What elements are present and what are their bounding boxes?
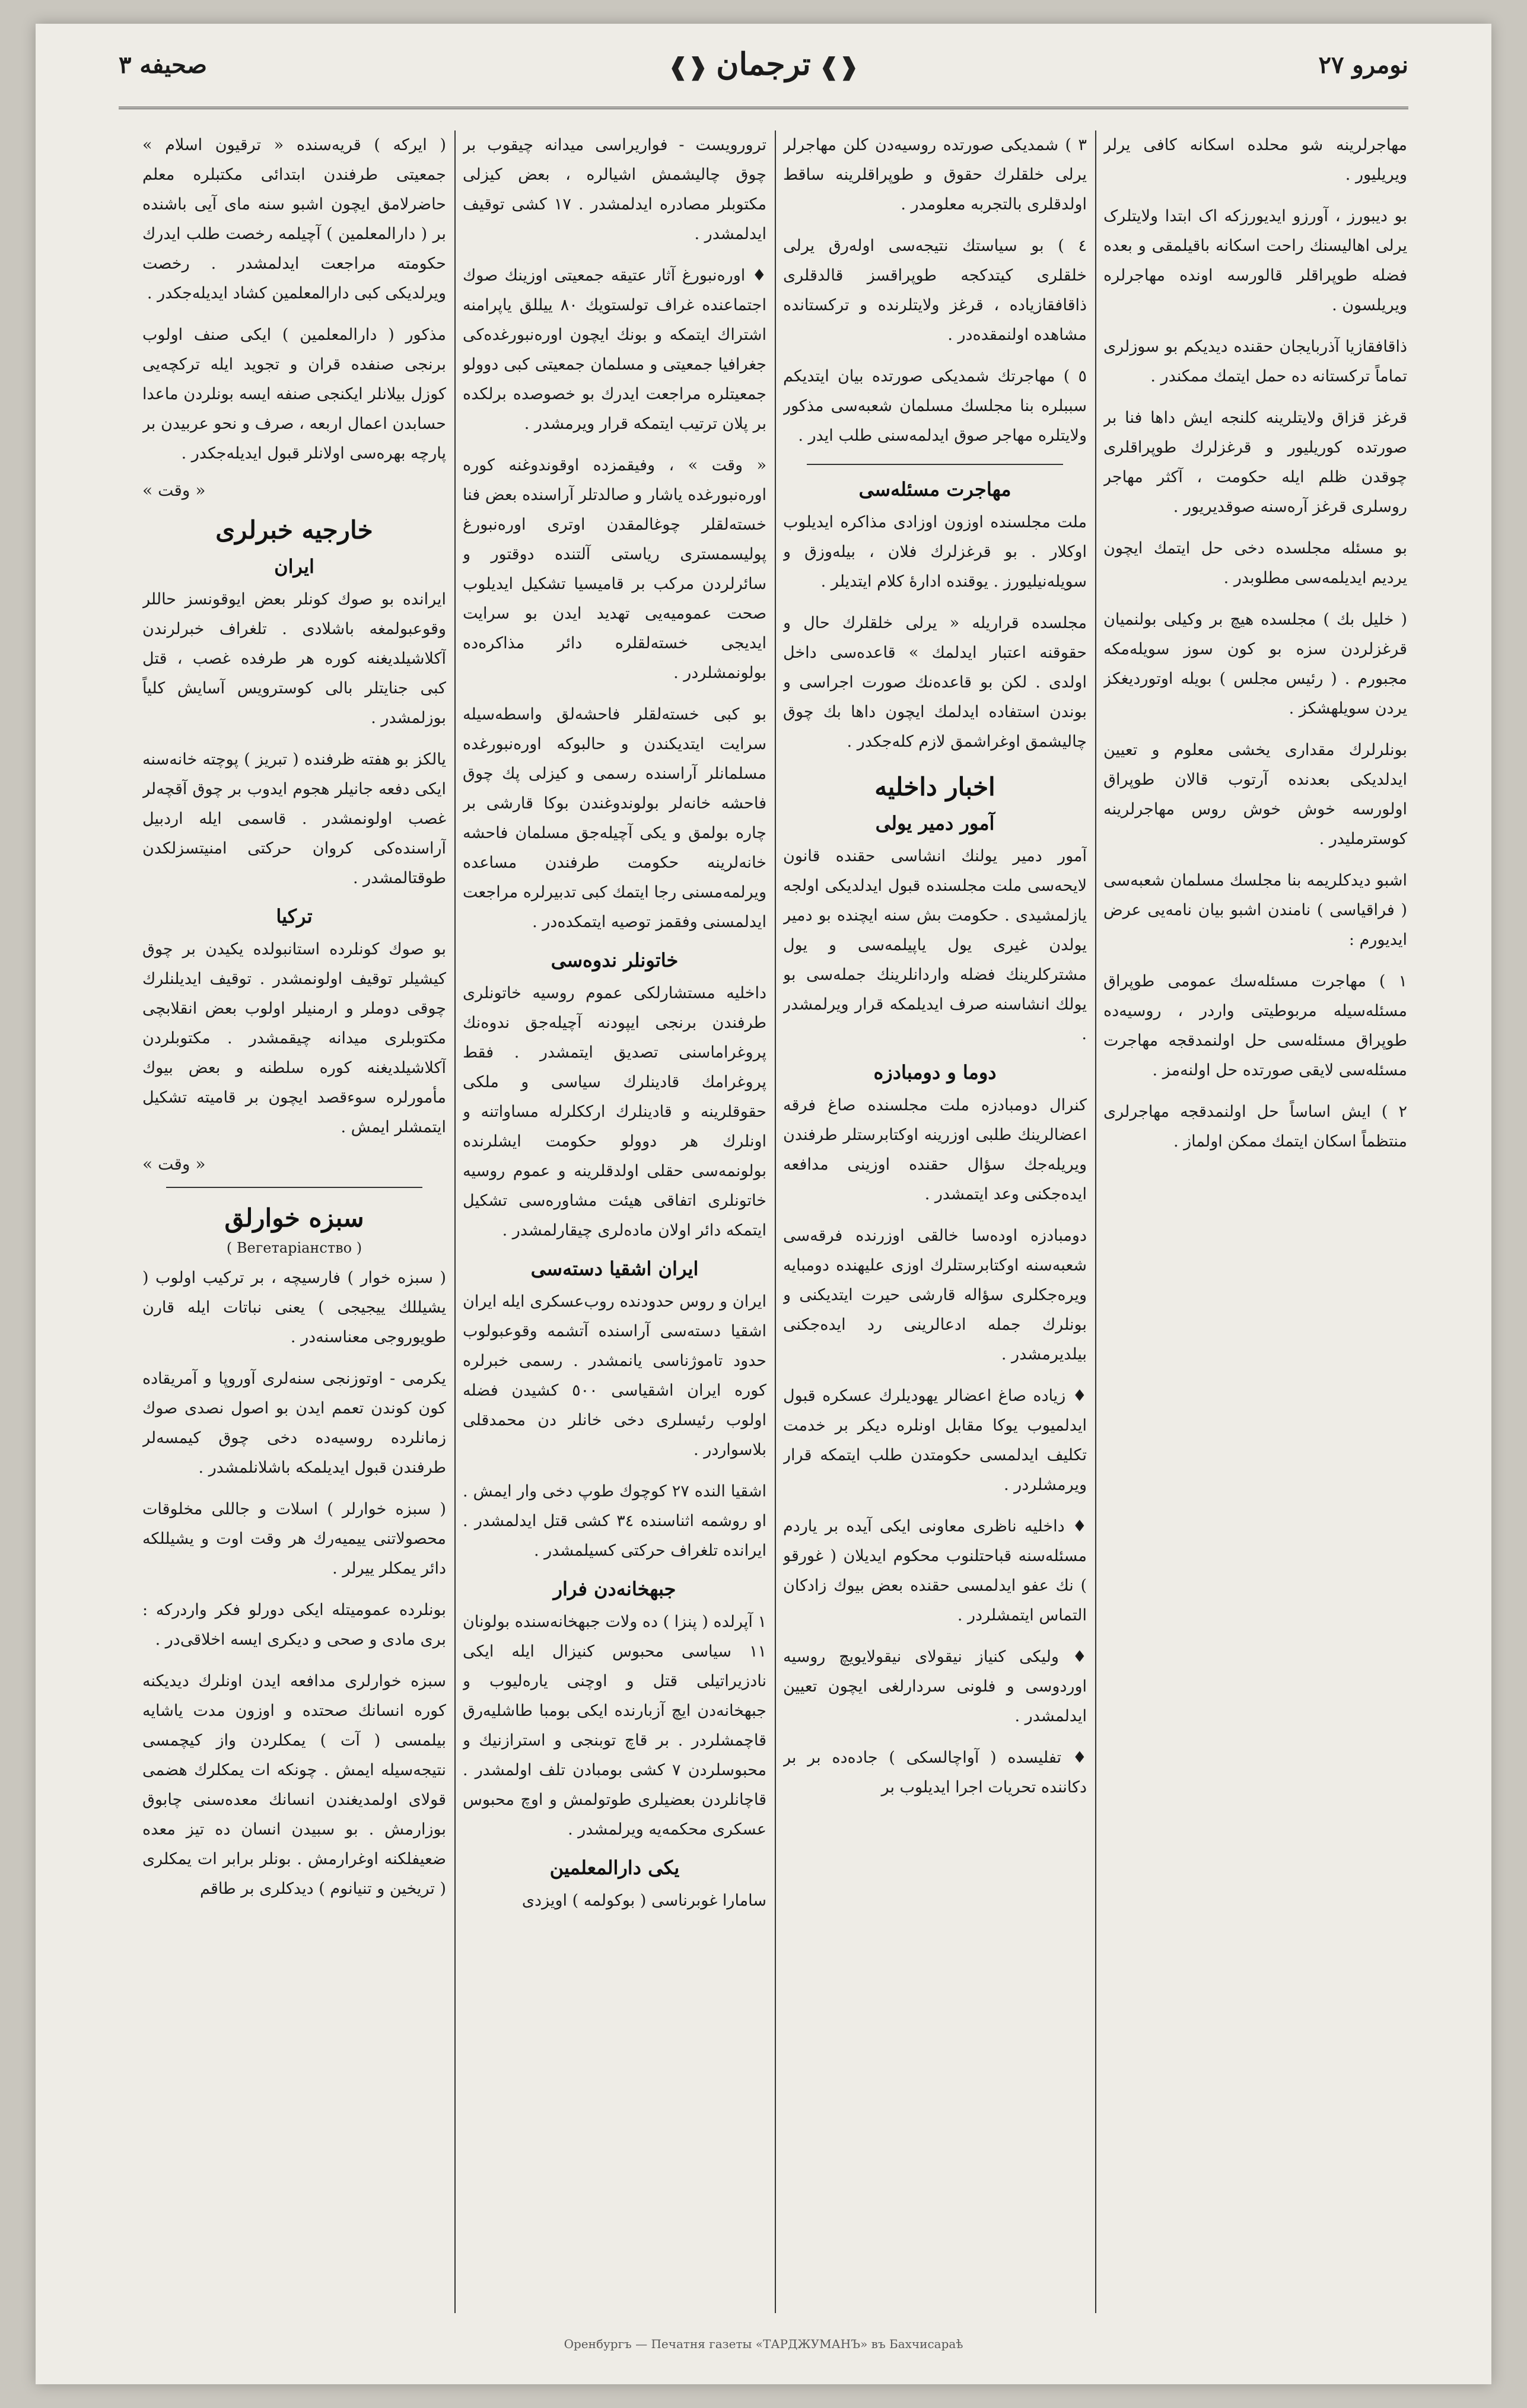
article-paragraph: قرغز قزاق ولایتلرینه کلنجه ایش داها فنا بر صورتده کوریلیور و قرغزلرك طوپراقلری چوقدن ظلم ایله حکومت ، آکثر مهاجر روسلری قرغز آره‌سنه صوقدیریور . — [1103, 409, 1407, 516]
article-paragraph: بو مسئله مجلسده دخی حل ایتمك ایچون یردیم ایدیلمه‌سی مطلوبدر . — [1103, 539, 1407, 587]
section-heading: اخبار داخلیه — [874, 772, 995, 801]
article-paragraph: ( سبزه خوارلر ) اسلات و جاللی مخلوقات محصولاتنی ییمیه‌رك هر وقت اوت و یشیللکه دائر یمکلر ییرلر . — [142, 1500, 446, 1578]
column-1 — [1103, 130, 1407, 2313]
ornament-icon: ❰❱ — [819, 53, 859, 81]
article-paragraph: ایران و روس حدودنده روب‌عسکری ایله ایران اشقیا دسته‌سی آراسنده آتشمه وقوعبولوب حدود تاموژناسی یانمشدر . رسمی خبرلره کوره ایران اشقیاسی ٥٠٠ کشیدن فضله اولوب رئیسلری دخی خانلر دن محمدقلی بلاسواردر . — [463, 1292, 766, 1459]
article-paragraph: ♦ داخلیه ناظری معاونی ایکی آیده بر یاردم مسئله‌سنه قباحتلنوب محکوم ایدیلان ( غورقو ) نك عفو ایدلمسی حقنده بعض بیوك زادکان التماس ایتمشلردر . — [783, 1517, 1087, 1625]
article-paragraph: ( سبزه خوار ) فارسیچه ، بر ترکیب اولوب ( یشیللك ییجیجی ) یعنی نباتات ایله قارن طویوروجی معناسنه‌در . — [142, 1269, 446, 1346]
section-heading: خارجیه خبرلری — [215, 515, 373, 544]
newspaper-page — [36, 24, 1491, 2384]
newspaper-title-text: ترجمان — [716, 46, 811, 82]
column-4 — [142, 130, 446, 2313]
article-paragraph: ♦ اوره‌نبورغ آثار عتیقه جمعیتی اوزینك صوك اجتماعنده غراف تولستویك ٨٠ ییللق یاپرامنه اشتراك ایتمکه و بونك ایچون اوره‌نبورغده‌کی جغرافیا جمعیتی و مسلمان جمعیتی کبی دوولو جمعیتلره مراجعت ایدرك بو خصوصده برلکده بر پلان ترتیب ایتمکه قرار ویرمشدر . — [463, 266, 766, 433]
source-signature: « وقت » — [142, 1154, 206, 1174]
article-paragraph: ( خلیل بك ) مجلسده هیچ بر وکیلی بولنمیان قرغزلردن سزه بو کون سوز سویله‌مکه مجبورم . ( رئیس مجلس ) بویله اوتوردیغکز یردن سویلهشکز . — [1103, 610, 1407, 718]
ornament-icon: ❰❱ — [668, 53, 708, 81]
section-heading: مهاجرت مسئله‌سی — [858, 478, 1011, 501]
article-paragraph: ١ ) مهاجرت مسئله‌سك عمومی طوپراق مسئله‌سیله مربوطیتی واردر ، روسیه‌ده طوپراق مسئله‌سی حل اولنمدقجه مهاجرت مسئله‌سی لایقی صورتده حل اولنه‌مز . — [1103, 972, 1407, 1079]
subsection-heading: خاتونلر ندوه‌سی — [551, 949, 679, 972]
article-paragraph: بونلرده عمومیتله ایکی دورلو فکر واردرکه : بری مادی و صحی و دیکری ایسه اخلاقی‌در . — [142, 1601, 446, 1649]
article-paragraph: ٣ ) شمدیکی صورتده روسیه‌دن کلن مهاجرلر یرلی خلقلرك حقوق و طوپراقلرینه ساقط اولدقلری بالتجربه معلومدر . — [783, 136, 1087, 214]
issue-number: نومرو ٢٧ — [1318, 51, 1408, 79]
article-paragraph: سبزه خوارلری مدافعه ایدن اونلرك دیدیکنه کوره انسانك صحتده و اوزون مدت یاشایه بیلمسی ( آت ) یمکلردن واز کیچمسی نتیجه‌سیله ایمش . چونکه ات یمکلرك هضمی قولای اولمدیغندن انسانك معده‌سنی چابوق بوزارمش . بو سبیدن انسان ده تیز معده ضعیفلکنه اوغرارمش . بونلر برابر ات یمکلری ( تریخین و تنیانوم ) دیدکلری بر طاقم — [142, 1672, 446, 1898]
article-paragraph: دومبادزه اوده‌سا خالقی اوزرنده فرقه‌سی شعبه‌سنه اوکتابرستلرك اوزی علیهنده دومبایه ویره‌جکلری سؤاله قارشی حیرت ایتدیکنی و بونلرك جمله ادعالرینی رد ایده‌جکنی بیلدیرمشدر . — [783, 1227, 1087, 1364]
article-paragraph: مجلسده قراریله « یرلی خلقلرك حال و حقوقنه اعتبار ایدلمك » قاعده‌سی داخل اولدی . لکن بو قاعده‌نك صورت اجراسی و بوندن استفاده ایدلمك ایچون داها بك چوق چالیشمق اوغراشمق لازم کله‌جکدر . — [783, 614, 1087, 751]
article-paragraph: ٥ ) مهاجرتك شمدیکی صورتده بیان ایتدیکم سببلره بنا مجلسك مسلمان شعبه‌سی مذکور ولایتلره مهاجر صوق ایدلمه‌سنی طلب ایدر . — [783, 367, 1087, 445]
article-paragraph: ترورویست - فواریراسی میدانه چیقوب بر چوق چالیشمش اشیالره ، بعض کیزلی مکتوبلر مصادره ایدلمشدر . ١٧ کشی توقیف ایدلمشدر . — [463, 136, 766, 243]
article-paragraph: اشبو دیدکلریمه بنا مجلسك مسلمان شعبه‌سی ( فراقیاسی ) نامندن اشبو بیان نامه‌یی عرض ایدیورم : — [1103, 871, 1407, 949]
article-paragraph: یالکز بو هفته ظرفنده ( تبریز ) پوچته خانه‌سنه ایکی دفعه جانیلر هجوم ایدوب بر چوق آقچه‌لر غصب اولونمشدر . قاسمی ایله اردبیل آراسنده‌کی کروان حرکتی امنیتسزلکدن طوقتالمشدر . — [142, 750, 446, 887]
column-2 — [783, 130, 1087, 2313]
article-paragraph: مذکور ( دارالمعلمین ) ایکی صنف اولوب برنجی صنفده قران و تجوید ایله ترکچه‌یی کوزل بیلانلر ایکنجی صنفه ایسه بونلردن ماعدا حسابدن اعمال اربعه ، صرف و نحو عربیدن بر پارچه بهره‌سی اولانلر قبول ایدیله‌جکدر . — [142, 326, 446, 463]
article-paragraph: ♦ تفلیسده ( آواچالسکی ) جاده‌ده بر بر دکاننده تحریات اجرا ایدیلوب بر — [783, 1748, 1087, 1797]
subsection-heading: جبهخانه‌دن فرار — [553, 1578, 676, 1600]
article-paragraph: ملت مجلسنده اوزون اوزادی مذاکره ایدیلوب اوکلار . بو قرغزلرك فلان ، بیله‌وزق و سویله‌نیلیورز . یوقنده ادارهٔ کلام ایتدیلر . — [783, 513, 1087, 591]
article-paragraph: کنرال دومبادزه ملت مجلسنده صاغ فرقه اعضالرینك طلبی اوزرینه اوکتابرستلر طرفندن ویریله‌جك سؤال حقنده اوزینی مدافعه ایده‌جکنی وعد ایتمشدر . — [783, 1096, 1087, 1203]
article-paragraph: ذاقافقازیا آذربایجان حقنده دیدیکم بو سوزلری تماماً ترکستانه ده حمل ایتمك ممکندر . — [1103, 337, 1407, 386]
article-paragraph: بو صوك کونلرده استانبولده یکیدن بر چوق کیشیلر توقیف اولونمشدر . توقیف ایدیلنلرك چوقی دوملر و ارمنیلر اولوب بعض انقلابچی مکتوبلری میدانه چیقمشدر . مکتوبلردن آکلاشیلدیغنه کوره سلطنه و بعض بیوك مأمورلره سوءقصد ایچون بر قامیته تشکیل ایتمشلر ایمش . — [142, 940, 446, 1136]
newspaper-title — [660, 46, 867, 82]
article-paragraph: ♦ ولیکی کنیاز نیقولای نیقولایویچ روسیه اوردوسی و فلونی سردارلغی ایچون تعیین ایدلمشدر . — [783, 1648, 1087, 1725]
column-rule — [1095, 130, 1096, 2313]
column-3 — [463, 130, 766, 2313]
article-paragraph: ♦ زیاده صاغ اعضالر یهودیلرك عسکره قبول ایدلمیوب یوکا مقابل اونلره دیکر بر خدمت تکلیف ایدلمسی حکومتدن طلب ایتمکه قرار ویرمشلردر . — [783, 1387, 1087, 1494]
column-rule — [454, 130, 456, 2313]
subsection-heading: دوما و دومبادزه — [873, 1061, 997, 1084]
section-divider — [807, 464, 1063, 465]
article-paragraph: بو کبی خسته‌لقلر فاحشه‌لق واسطه‌سیله سرایت ایتدیکندن و حالبوکه اوره‌نبورغده مسلمانلر آراسنده رسمی و کیزلی پك چوق فاحشه خانه‌لر بولوندوغندن بوکا قارشی بر چاره بولمق و یکی آچیله‌جق مسلمان فاحشه خانه‌لرینه حکومت طرفندن مساعده ویرلمه‌مسنی رجا ایتمك کبی تدبیرلره مراجعت ایدلمسنی وفقمز توصیه ایتمکده‌در . — [463, 705, 766, 931]
subsection-heading: آمور دمیر یولی — [875, 812, 995, 834]
article-paragraph: ١ آپرلده ( پنزا ) ده ولات جبهخانه‌سنده بولونان ١١ سیاسی محبوس کنیزال ایله ایکی نادزیراتیلی قتل و اوچنی یاره‌لیوب و جبهخانه‌دن ایچ آزبارنده ایکی بومبا طاشلیه‌رق قاچمشلردر . بر قاچ توبنجی و استرازنیك و محبوسلردن ٧ کشی بومبادن تلف اولمشدر . قاچانلردن بعضیلری طوتولمش و اوچ محبوس عسکری محکمه‌یه ویرلمشدر . — [463, 1613, 766, 1839]
article-paragraph: اشقیا النده ٢٧ کوچوك طوپ دخی وار ایمش . او روشمه اثناسنده ٣٤ کشی قتل ایدلمشدر . ایرانده تلغراف حرکتی کسیلمشدر . — [463, 1482, 766, 1560]
section-divider — [166, 1187, 422, 1188]
section-subheading-russian: ( Вегетаріанство ) — [226, 1240, 362, 1256]
masthead — [119, 42, 1408, 109]
article-paragraph: ایرانده بو صوك کونلر بعض ایوقونسز حاللر وقوعبولمغه باشلادی . تلغراف خبرلرندن آکلاشیلدیغنه کوره هر طرفده غصب ، قتل کبی جنایتلر بالی کوسترویس آسایش کلیاً بوزلمشدر . — [142, 590, 446, 727]
article-paragraph: « وقت » ، وفیقمزده اوقوندوغنه کوره اوره‌نبورغده یاشار و صالدتلر آراسنده بعض فنا خسته‌لقلر چوغالمقدن اوتری اوره‌نبورغ پولیسمستری ریاستی آلتنده دوقتور و سائرلردن مرکب بر قامیسیا تشکیل ایدیلوب صحت عمومیه‌یی تهدید ایدن بو سرایت ایدیجی خسته‌لقلره دائر مذاکره‌ده بولونمشلردر . — [463, 456, 766, 682]
subsection-heading: ایران اشقیا دسته‌سی — [530, 1257, 699, 1280]
article-paragraph: ( ایرکه ) قریه‌سنده « ترقیون اسلام » جمعیتی طرفندن ابتدائی مکتبلره معلم حاضرلامق ایچون اشبو سنه مای آیی باشنده بر ( دارالمعلمین ) آچیلمه رخصت طلب ایدرك حکومته مراجعت ایدلمشدر . رخصت ویرلدیکی کبی دارالمعلمین کشاد ایدیله‌جکدر . — [142, 136, 446, 302]
article-paragraph: یکرمی - اوتوزنجی سنه‌لری آوروپا و آمریقاده کون کوندن تعمم ایدن بو اصول نصدی صوك زمانلرده روسیه‌ده دخی چوق کیمسه‌لر طرفندن قبول ایدیلمکه باشلا‌نلمشدر . — [142, 1369, 446, 1477]
article-paragraph: سامارا غوبرناسی ( بوکولمه ) اویزدی — [521, 1891, 766, 1910]
page-number: صحیفه ٣ — [119, 51, 207, 79]
article-paragraph: آمور دمیر یولنك انشاسی حقنده قانون لایحه‌سی ملت مجلسنده قبول ایدلدیکی اولجه یازلمشیدی . حکومت بش سنه ایچنده بو دمیر یولدن غیری یول یاپیلمه‌سی و یول مشترکلرینك فضله واردانلرینك جمله‌سی بو یولك انشاسنه صرف ایدیلمکه قرار ویرلمشدر . — [783, 847, 1087, 1043]
subsection-heading: ایران — [274, 555, 314, 578]
column-rule — [775, 130, 776, 2313]
subsection-heading: ترکیا — [276, 905, 313, 928]
printer-footer: Оренбургъ — Печатня газеты «ТАРДЖУМАНЪ» въ Бахчисараѣ — [564, 2337, 963, 2351]
article-paragraph: ٢ ) ایش اساساً حل اولنمدقجه مهاجرلری منتظماً اسکان ایتمك ممکن اولماز . — [1103, 1103, 1407, 1151]
article-paragraph: مهاجرلرینه شو محلده اسکانه کافی یرلر ویریلیور . — [1103, 136, 1407, 184]
article-paragraph: بونلرلرك مقداری یخشی معلوم و تعیین ایدلدیکی بعدنده آرتوب قالان طوپراق اولورسه خوش خوش روس مهاجرلرینه کوسترملیدر . — [1103, 741, 1407, 848]
subsection-heading: یکی دارالمعلمین — [549, 1856, 680, 1879]
source-signature: « وقت » — [142, 480, 206, 500]
article-paragraph: ٤ ) بو سیاستك نتیجه‌سی اوله‌رق یرلی خلقلری کیتدکجه طوپراقسز قالدقلری ذاقافقازیاده ، قرغز ولایتلرنده و ترکستانده مشاهده اولنمقده‌در . — [783, 237, 1087, 344]
section-heading: سبزه خوارلق — [224, 1203, 364, 1232]
article-paragraph: بو دیبورز ، آورزو ایدیورزکه اک ابتدا ولایتلرک یرلی اهالیسنك راحت اسکانه باقیلمقی و بعده فضله طوپراقلر قالورسه اونده مهاجرلره ویریلسون . — [1103, 207, 1407, 314]
article-paragraph: داخلیه مستشارلکی عموم روسیه خاتونلری طرفندن برنجی ایپودنه آچیله‌جق ندوه‌نك پروغراماسنی تصدیق ایتمشدر . فقط پروغرامك قادینلرك سیاسی و ملکی حقوقلرینه و قادینلرك ارککلرله مساواتنه و اونلرك هر دوولو حکومت ایشلرنده بولونمه‌سی حقلی اولدقلرینه و عموم روسیه خاتونلری اتفاقی هیئت مشاوره‌سی تشکیل ایتمکه دائر اولان ماده‌لری چیقارلمشدر . — [463, 984, 766, 1240]
